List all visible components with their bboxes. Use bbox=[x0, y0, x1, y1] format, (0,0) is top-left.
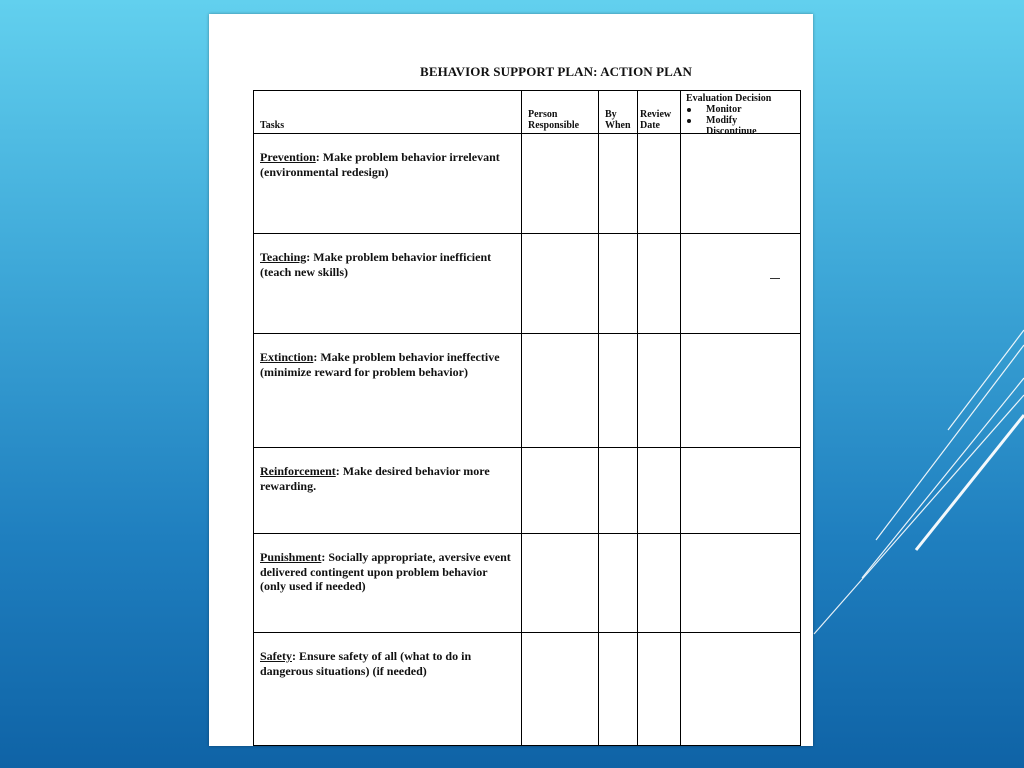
by-when-cell bbox=[599, 448, 638, 534]
person-cell bbox=[522, 448, 599, 534]
review-cell bbox=[638, 534, 681, 633]
task-heading: Punishment bbox=[260, 550, 322, 564]
header-review-line1: Review bbox=[640, 109, 672, 120]
task-heading: Extinction bbox=[260, 350, 314, 364]
header-person-line1: Person bbox=[528, 109, 558, 120]
task-heading: Reinforcement bbox=[260, 464, 336, 478]
task-description: : Make problem behavior ineffective (minimize reward for problem behavior) bbox=[260, 350, 500, 379]
header-review-line2: Date bbox=[640, 120, 660, 131]
header-person-responsible bbox=[522, 91, 599, 134]
table-row bbox=[254, 134, 801, 234]
task-description: : Ensure safety of all (what to do in dangerous situations) (if needed) bbox=[260, 649, 472, 678]
person-cell bbox=[522, 134, 599, 234]
task-cell-extinction bbox=[254, 334, 522, 448]
review-cell bbox=[638, 633, 681, 746]
table-row bbox=[254, 534, 801, 633]
header-by-line1: By bbox=[605, 109, 617, 120]
person-cell bbox=[522, 334, 599, 448]
person-cell bbox=[522, 234, 599, 334]
evaluation-cell bbox=[681, 534, 801, 633]
header-tasks-label: Tasks bbox=[260, 120, 285, 131]
header-review-date bbox=[638, 91, 681, 134]
document-title: BEHAVIOR SUPPORT PLAN: ACTION PLAN bbox=[420, 64, 692, 79]
task-heading: Prevention bbox=[260, 150, 316, 164]
document-page bbox=[209, 14, 813, 746]
review-cell bbox=[638, 234, 681, 334]
table-row bbox=[254, 234, 801, 334]
task-cell-punishment bbox=[254, 534, 522, 633]
evaluation-cell bbox=[681, 633, 801, 746]
review-cell bbox=[638, 448, 681, 534]
task-cell-teaching bbox=[254, 234, 522, 334]
header-tasks bbox=[254, 91, 522, 134]
header-evaluation-title: Evaluation Decision bbox=[686, 93, 772, 104]
table-row bbox=[254, 334, 801, 448]
task-description: : Make problem behavior inefficient (teach new skills) bbox=[260, 250, 492, 279]
task-heading: Teaching bbox=[260, 250, 307, 264]
task-cell-prevention bbox=[254, 134, 522, 234]
task-description: : Make problem behavior irrelevant (environmental redesign) bbox=[260, 150, 500, 179]
header-evaluation-decision bbox=[681, 91, 801, 137]
evaluation-option-monitor: Monitor bbox=[686, 104, 771, 115]
task-description: : Make desired behavior more rewarding. bbox=[260, 464, 490, 493]
table-row bbox=[254, 633, 801, 746]
by-when-cell bbox=[599, 534, 638, 633]
header-person-line2: Responsible bbox=[528, 120, 580, 131]
action-plan-table bbox=[253, 90, 801, 746]
by-when-cell bbox=[599, 234, 638, 334]
header-by-line2: When bbox=[605, 120, 631, 131]
task-heading: Safety bbox=[260, 649, 292, 663]
by-when-cell bbox=[599, 334, 638, 448]
review-cell bbox=[638, 134, 681, 234]
table-row bbox=[254, 448, 801, 534]
by-when-cell bbox=[599, 633, 638, 746]
task-cell-safety bbox=[254, 633, 522, 746]
evaluation-cell bbox=[681, 134, 801, 234]
evaluation-cell bbox=[681, 448, 801, 534]
person-cell bbox=[522, 633, 599, 746]
task-description: : Socially appropriate, aversive event delivered contingent upon problem behavior (only used if needed) bbox=[260, 550, 511, 593]
person-cell bbox=[522, 534, 599, 633]
header-by-when bbox=[599, 91, 638, 134]
evaluation-option-discontinue: Discontinue bbox=[706, 126, 757, 137]
evaluation-cell bbox=[681, 334, 801, 448]
table-header-row bbox=[254, 91, 801, 134]
evaluation-option-modify: Modify bbox=[686, 115, 771, 126]
evaluation-cell bbox=[681, 234, 801, 334]
stray-dash-mark bbox=[770, 278, 780, 279]
task-cell-reinforcement bbox=[254, 448, 522, 534]
review-cell bbox=[638, 334, 681, 448]
by-when-cell bbox=[599, 134, 638, 234]
